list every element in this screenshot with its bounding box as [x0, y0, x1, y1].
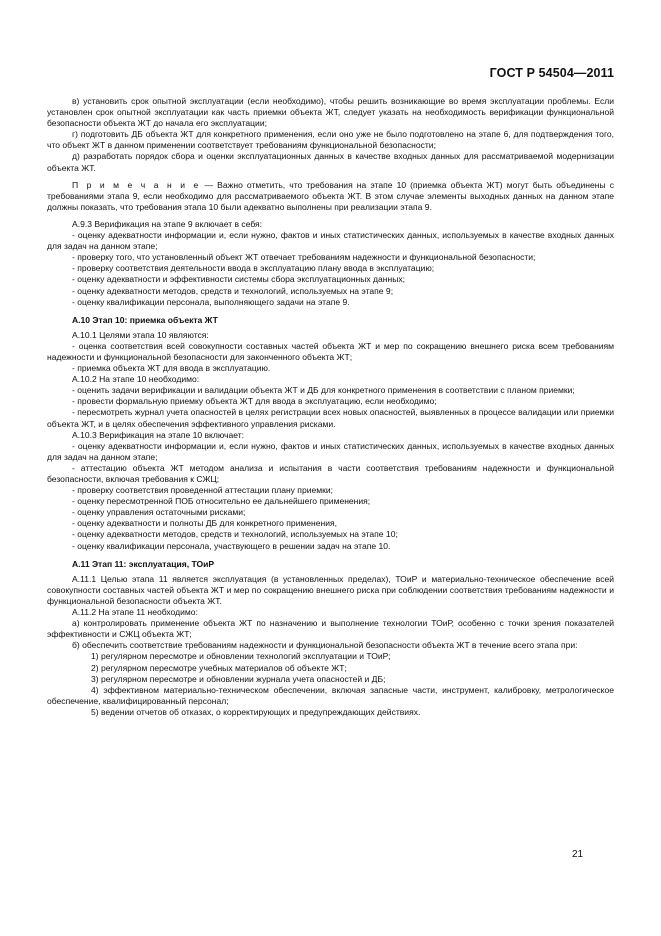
list-item: - проверку соответствия проведенной аттестации плану приемки; [72, 485, 333, 496]
list-item: - оценку квалификации персонала, выполняющего задачи на этапе 9. [72, 296, 350, 307]
note-label: П р и м е ч а н и е [72, 179, 201, 190]
list-item: - оценку пересмотренной ПОБ относительно ее дальнейшего применения; [72, 496, 371, 507]
list-item: 2) регулярном пересмотре учебных материалов об объекте ЖТ; [91, 662, 347, 673]
list-item: б) обеспечить соответствие требованиям надежности и функциональной безопасности объекта ЖТ в течение всего этапа при: [72, 640, 578, 651]
list-item: 5) ведении отчетов об отказах, о корректирующих и предупреждающих действиях. [91, 706, 421, 717]
list-item: 4) эффективном материально-техническом обеспечении, включая запасные части, инструмент, калибровку, метрологическое обеспечение, квалифицированный персонал; [47, 684, 614, 706]
list-item: - приемка объекта ЖТ для ввода в эксплуатацию. [72, 363, 271, 374]
list-item: - оценку управления остаточными рисками; [72, 507, 246, 518]
page-body [47, 96, 614, 718]
paragraph: в) установить срок опытной эксплуатации (если необходимо), чтобы решить возникающие во время эксплуатации проблемы. Если установлен срок опытной эксплуатации как часть приемки объекта ЖТ, следует указать на необходимость верификации функциональной безопасности объекта ЖТ до начала его эксплуатации; [47, 96, 614, 129]
note-text: — Важно отметить, что требования на этапе 10 (приемка объекта ЖТ) могут быть объединены с требованиями этапа 9, если необходимо для рассматриваемого объекта ЖТ. В этом случае элементы выходных данных на данном этапе должны показать, что требования этапа 10 были адекватно выполнены при реализации этапа 9. [47, 179, 614, 212]
document-id: ГОСТ Р 54504—2011 [489, 66, 614, 80]
list-item: - оценку адекватности информации и, если нужно, фактов и иных статистических данных, используемых в качестве входных данных для задач на данном этапе; [47, 440, 614, 462]
list-item: а) контролировать применение объекта ЖТ по назначению и выполнение технологии ТОиР, особенно с точки зрения показателей эффективности и СЖЦ объекта ЖТ; [47, 618, 614, 640]
list-item: - оценку квалификации персонала, участвующего в решении задач на этапе 10. [72, 540, 391, 551]
list-item: - провести формальную приемку объекта ЖТ для ввода в эксплуатацию, если необходимо; [72, 396, 437, 407]
list-item: - оценку адекватности и полноты ДБ для конкретного применения, [72, 518, 337, 529]
list-item: - оценку адекватности и эффективности системы сбора эксплуатационных данных; [72, 274, 406, 285]
list-item: - проверку соответствия деятельности ввода в эксплуатацию плану ввода в эксплуатацию; [72, 263, 435, 274]
list-item: - оценить задачи верификации и валидации объекта ЖТ и ДБ для конкретного применения в соответствии с планом приемки; [72, 385, 575, 396]
clause-heading: А.11.2 На этапе 11 необходимо: [72, 607, 198, 618]
clause-heading: А.9.3 Верификация на этапе 9 включает в себя: [72, 218, 263, 229]
list-item: - аттестацию объекта ЖТ методом анализа и испытания в части соответствия требованиям надежности и функциональной безопасности, включая требования к СЖЦ; [47, 462, 614, 484]
paragraph: д) разработать порядок сбора и оценки эксплуатационных данных в качестве входных данных для рассматриваемой модернизации объекта ЖТ. [47, 151, 614, 173]
list-item: 3) регулярном пересмотре и обновлении журнала учета опасностей и ДБ; [91, 673, 386, 684]
list-item: - пересмотреть журнал учета опасностей в целях регистрации всех новых опасностей, выявленных в процессе валидации или приемки объекта ЖТ, и в целях обеспечения эффективного управления рисками. [47, 407, 614, 429]
list-item: - оценку адекватности методов, средств и технологий, используемых на этапе 10; [72, 529, 398, 540]
clause-heading: А.10.2 На этапе 10 необходимо: [72, 374, 200, 385]
page-number: 21 [572, 849, 584, 860]
list-item: - оценку адекватности методов, средств и технологий, используемых на этапе 9; [72, 285, 394, 296]
section-title: А.10 Этап 10: приемка объекта ЖТ [72, 314, 218, 325]
clause-heading: А.10.1 Целями этапа 10 являются: [72, 329, 209, 340]
clause-heading: А.10.3 Верификация на этапе 10 включает: [72, 429, 245, 440]
paragraph: г) подготовить ДБ объекта ЖТ для конкретного применения, если оно уже не было подготовлено на этапе 6, для подтверждения того, что объект ЖТ в данном применении соответствует требованиям функциональной безопасности; [47, 129, 614, 151]
section-title: А.11 Этап 11: эксплуатация, ТОиР [72, 558, 215, 569]
list-item: - проверку того, что установленный объект ЖТ отвечает требованиям надежности и функциональной безопасности; [72, 252, 536, 263]
list-item: 1) регулярном пересмотре и обновлении технологий эксплуатации и ТОиР; [91, 651, 391, 662]
clause-heading: А.11.1 Целью этапа 11 является эксплуатация (в установленных пределах), ТОиР и материально-техническое обеспечение всей совокупности составных частей объекта ЖТ и мер по сокращению внешнего риска при соблюдении соответствия требованиям надежности и функциональной безопасности объекта ЖТ. [47, 573, 614, 606]
list-item: - оценку адекватности информации и, если нужно, фактов и иных статистических данных, используемых в качестве входных данных для задач на данном этапе; [47, 230, 614, 252]
note [47, 180, 614, 213]
list-item: - оценка соответствия всей совокупности составных частей объекта ЖТ и мер по сокращению внешнего риска всем требованиям надежности и функциональной безопасности для законченного объекта ЖТ; [47, 340, 614, 362]
